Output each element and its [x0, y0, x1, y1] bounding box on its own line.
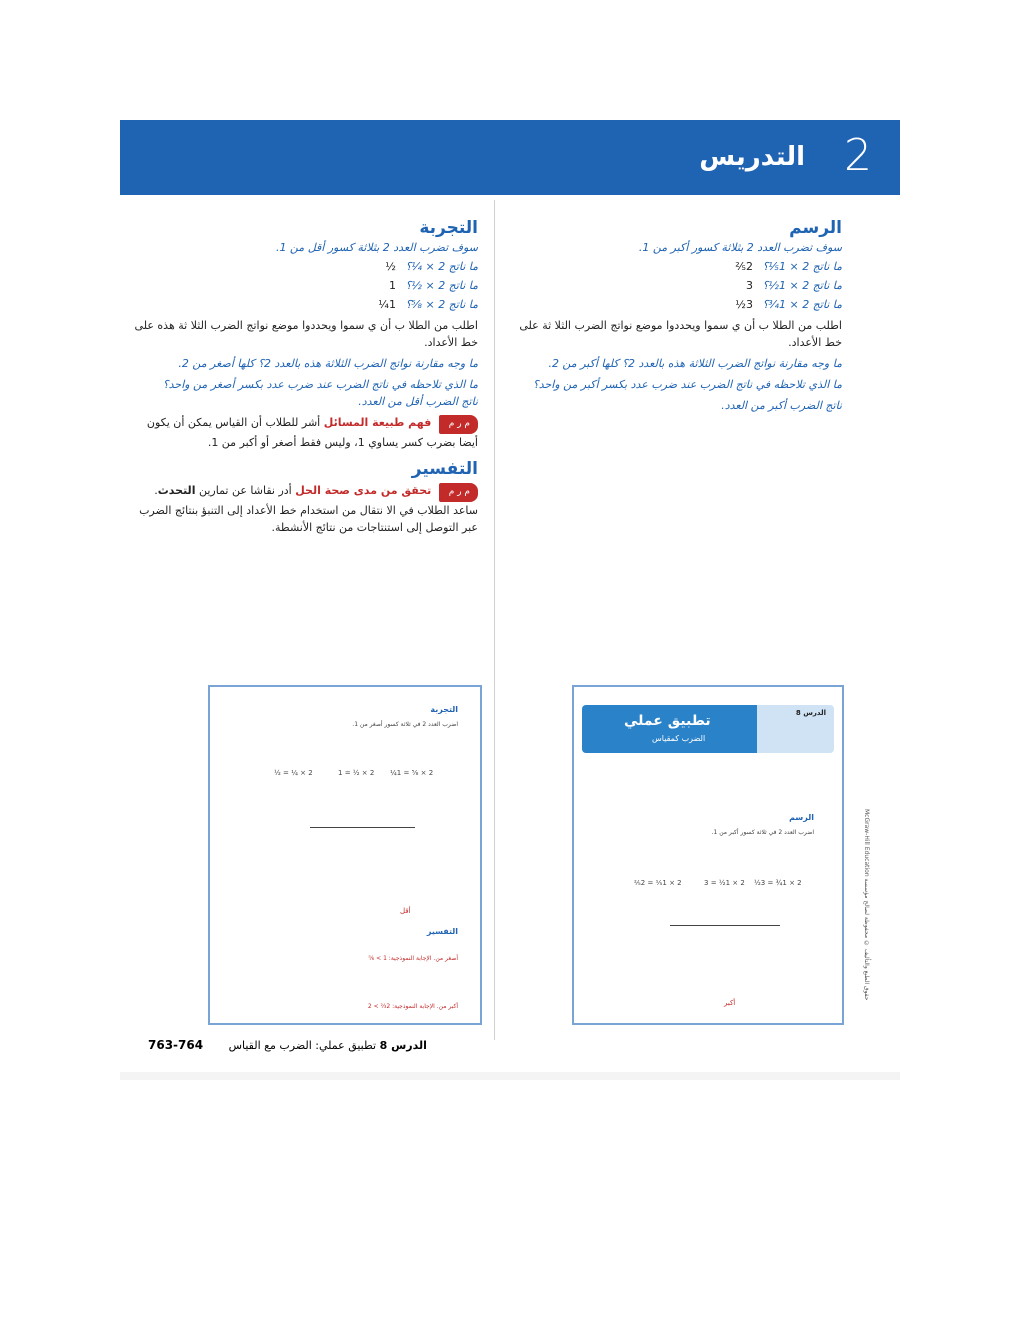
page-footer: [148, 1038, 427, 1052]
notice-question: ما الذي تلاحظه في ناتج الضرب عند ضرب عدد بكسر أصغر من واحد؟: [162, 378, 478, 391]
understand-text: أشر للطلاب أن القياس يمكن أن يكون أيضا بضرب كسر يساوي 1، وليس فقط أصغر أو أكبر من 1.: [146, 416, 478, 449]
footer-lesson: [229, 1039, 427, 1052]
check-text-b: . ساعد الطلاب في الا نتقال من استخدام خط الأعداد إلى التنبؤ بنتائج الضرب عبر التوصل إلى استنتاجات من نتائج الأنشطة.: [139, 484, 478, 534]
footer-lesson-title: تطبيق عملي: الضرب مع القياس: [228, 1039, 377, 1052]
qa-item: [133, 296, 478, 313]
intro-text: سوف تضرب العدد 2 بثلاثة كسور أقل من 1.: [275, 241, 478, 254]
check-text-a: أدر نقاشا عن تمارين: [198, 484, 292, 497]
thumb-section: الرسم: [789, 813, 814, 822]
thumb-eq: 2 × 1⅕ = 2⅖: [634, 879, 682, 887]
chapter-banner: [120, 120, 900, 195]
left-column: [133, 220, 478, 540]
thumb-subtitle: الضرب كمقياس: [652, 734, 706, 743]
student-page-thumbnail-right: [572, 685, 844, 1025]
question: ما ناتج 2 × ½؟: [405, 279, 478, 292]
question: ما ناتج 2 × ¼؟: [405, 260, 478, 273]
answer: 1¼: [378, 298, 396, 311]
bottom-band: [120, 1072, 900, 1080]
compare-question: ما وجه مقارنة نواتج الضرب الثلاثة هذه بالعدد 2؟ كلها أصغر من 2.: [178, 357, 478, 370]
page-numbers: 763-764: [148, 1038, 204, 1052]
instruction-text: اطلب من الطلا ب أن ي سموا ويحددوا موضع نواتج الضرب الثلا ثة على خط الأعداد.: [519, 319, 842, 349]
qa-item: [512, 258, 842, 275]
qa-item: [133, 258, 478, 275]
thumb-eq: 2 × ⅝ = 1¼: [390, 769, 434, 777]
answer: 2⅖: [735, 260, 753, 273]
notice-answer: ناتج الضرب أقل من العدد.: [358, 395, 478, 408]
thumb-model-answer: أصغر من. الإجابة النموذجية: 1 > ⅚: [368, 955, 458, 962]
question: ما ناتج 2 × 1½؟: [762, 279, 842, 292]
question: ما ناتج 2 × 1⅕؟: [762, 260, 842, 273]
practice-badge: م ر م: [439, 483, 478, 502]
thumb-result: أقل: [400, 907, 411, 915]
column-divider: [494, 200, 495, 1040]
thumb-lesson: الدرس 8: [795, 709, 826, 717]
practice-badge: م ر م: [439, 415, 478, 434]
thumb-eq: 2 × 1½ = 3: [704, 879, 745, 887]
section-heading-interpretation: التفسير: [411, 459, 478, 479]
thumb-number-line: [670, 925, 780, 926]
thumb-model-answer: أكبر من. الإجابة النموذجية: 2⅔ > 2: [367, 1003, 458, 1010]
check-bold: التحدث: [157, 484, 196, 497]
answer: 1: [388, 279, 396, 292]
chapter-number: 2: [844, 130, 872, 181]
notice-answer: ناتج الضرب أكبر من العدد.: [721, 399, 842, 412]
student-page-thumbnail-left: [208, 685, 482, 1025]
chapter-title: التدريس: [699, 142, 805, 172]
answer: 3½: [735, 298, 753, 311]
answer: 3: [745, 279, 753, 292]
compare-question: ما وجه مقارنة نواتج الضرب الثلاثة هذه بالعدد 2؟ كلها أكبر من 2.: [548, 357, 842, 370]
thumb-section: التجربة: [430, 705, 458, 714]
answer: ½: [385, 260, 396, 273]
understand-note: [133, 414, 478, 451]
question: ما ناتج 2 × 1¾؟: [762, 298, 842, 311]
qa-item: [512, 296, 842, 313]
copyright-text: حقوق الطبع والتأليف © محفوظة لصالح مؤسسة McGraw-Hill Education: [863, 808, 870, 1000]
qa-item: [133, 277, 478, 294]
section-heading-drawing: الرسم: [789, 218, 842, 238]
understand-title: فهم طبيعة المسائل: [323, 416, 432, 429]
section-heading-experiment: التجربة: [419, 218, 478, 238]
question: ما ناتج 2 × ⅝؟: [405, 298, 478, 311]
right-column: [512, 220, 842, 414]
notice-question: ما الذي تلاحظه في ناتج الضرب عند ضرب عدد بكسر أكبر من واحد؟: [532, 378, 842, 391]
thumb-title: تطبيق عملي: [624, 713, 711, 729]
thumb-result: أكبر: [724, 999, 736, 1007]
intro-text: سوف تضرب العدد 2 بثلاثة كسور أكبر من 1.: [638, 241, 842, 254]
thumb-number-line: [310, 827, 415, 828]
footer-lesson-label: الدرس 8: [379, 1039, 427, 1052]
thumb-line: اضرب العدد 2 في ثلاثة كسور أصغر من 1.: [352, 721, 458, 728]
thumb-eq: 2 × ¼ = ½: [274, 769, 313, 777]
instruction-text: اطلب من الطلا ب أن ي سموا ويحددوا موضع نواتج الضرب الثلا ثة هذه على خط الأعداد.: [134, 319, 478, 349]
thumb-eq: 2 × ½ = 1: [338, 769, 375, 777]
check-note: [133, 482, 478, 536]
thumb-eq: 2 × 1¾ = 3½: [754, 879, 802, 887]
thumb-section: التفسير: [426, 927, 458, 936]
check-title: تحقق من مدى صحة الحل: [295, 484, 432, 497]
qa-item: [512, 277, 842, 294]
thumb-header-box: [582, 705, 834, 753]
thumb-line: اضرب العدد 2 في ثلاثة كسور أكبر من 1.: [711, 829, 814, 836]
